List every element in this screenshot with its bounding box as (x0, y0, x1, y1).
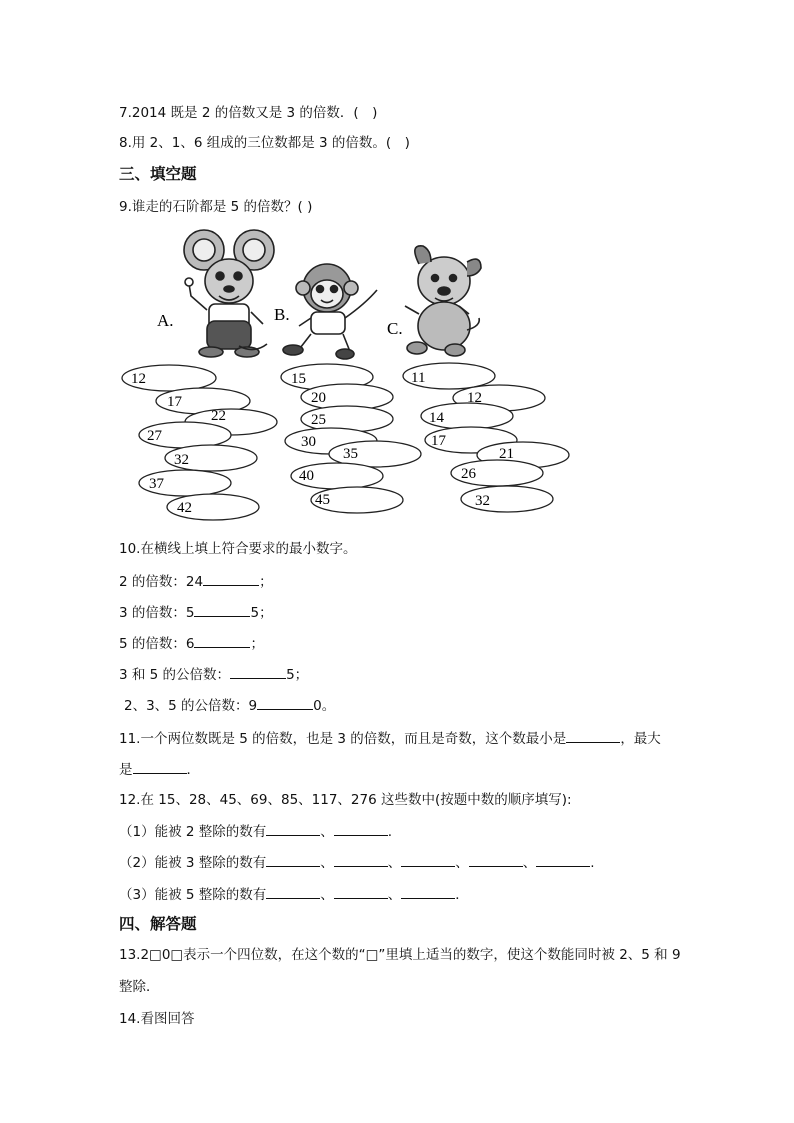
period: ． (455, 887, 469, 903)
q10-4-suffix: 5； (286, 667, 309, 683)
separator: 、 (320, 855, 334, 871)
q11-text: 11.一个两位数既是 5 的倍数，也是 3 的倍数，而且是奇数，这个数最小是 (119, 731, 567, 747)
answer-blank[interactable] (194, 634, 250, 648)
q10-2-prefix: 3 的倍数：5 (119, 605, 195, 621)
question-7: 7.2014 既是 2 的倍数又是 3 的倍数．( ) (119, 105, 378, 121)
stone-c-5: 21 (499, 446, 514, 462)
stone-c-1: 11 (411, 370, 426, 386)
stone-b-5: 35 (343, 446, 358, 462)
stone-b-3: 25 (311, 412, 326, 428)
question-12-part-2 (119, 853, 595, 872)
stone-c-2: 12 (467, 390, 482, 406)
q10-5-prefix: 2、3、5 的公倍数：9 (124, 698, 258, 714)
stepping-stones-figure (119, 226, 581, 526)
separator: 、 (387, 855, 402, 871)
stone-c-4: 17 (431, 433, 446, 449)
answer-blank[interactable] (536, 853, 590, 867)
question-10-item-3 (119, 634, 264, 653)
answer-blank[interactable] (266, 885, 320, 899)
question-10-item-2 (119, 603, 273, 622)
question-9: 9.谁走的石阶都是 5 的倍数？( ) (119, 199, 313, 215)
stone-c-6: 26 (461, 466, 476, 482)
question-11-line-2 (119, 760, 200, 779)
answer-blank[interactable] (334, 822, 388, 836)
q10-3-suffix: ； (250, 636, 264, 652)
separator: 、 (320, 887, 334, 903)
stone-b-1: 15 (291, 371, 306, 387)
stone-b-7: 45 (315, 492, 330, 508)
q10-3-prefix: 5 的倍数：6 (119, 636, 195, 652)
question-10: 10.在横线上填上符合要求的最小数字。 (119, 541, 357, 557)
q10-1-prefix: 2 的倍数：24 (119, 574, 204, 590)
q10-5-suffix: 0。 (313, 698, 336, 714)
separator: 、 (522, 855, 537, 871)
separator: 、 (320, 824, 334, 840)
question-8: 8.用 2、1、6 组成的三位数都是 3 的倍数。( ) (119, 135, 410, 151)
question-12-part-1 (119, 822, 392, 841)
question-10-item-4 (119, 665, 308, 684)
answer-blank[interactable] (257, 696, 313, 710)
stone-a-3: 22 (211, 408, 226, 424)
choice-label-b: B. (274, 305, 290, 324)
stone-b-2: 20 (311, 390, 326, 406)
q10-4-prefix: 3 和 5 的公倍数： (119, 667, 231, 683)
question-10-item-5 (124, 696, 335, 715)
question-10-item-1 (119, 572, 273, 591)
q12-2-text: （2）能被 3 整除的数有 (119, 855, 267, 871)
answer-blank[interactable] (401, 885, 455, 899)
stone-a-2: 17 (167, 394, 182, 410)
answer-blank[interactable] (266, 822, 320, 836)
separator: 、 (455, 855, 469, 871)
stone-a-1: 12 (131, 371, 146, 387)
q10-2-suffix: 5； (250, 605, 273, 621)
choice-label-c: C. (387, 319, 403, 338)
question-13-line-1: 13.2□0□表示一个四位数，在这个数的“□”里填上适当的数字，使这个数能同时被 2、5 和 9 (119, 947, 681, 963)
stone-c-3: 14 (429, 410, 444, 426)
stone-c-7: 32 (475, 493, 490, 509)
answer-blank[interactable] (194, 603, 250, 617)
answer-blank[interactable] (266, 853, 320, 867)
question-11-line-1 (119, 729, 661, 748)
question-12-part-3 (119, 885, 469, 904)
period: . (387, 824, 393, 840)
question-13-line-2: 整除． (119, 979, 160, 995)
period: . (590, 855, 595, 871)
stone-a-7: 42 (177, 500, 192, 516)
question-12: 12.在 15、28、45、69、85、117、276 这些数中(按题中数的顺序填写): (119, 792, 572, 808)
stone-a-5: 32 (174, 452, 189, 468)
q12-1-text: （1）能被 2 整除的数有 (119, 824, 267, 840)
stone-a-6: 37 (149, 476, 164, 492)
stone-b-6: 40 (299, 468, 314, 484)
stone-a-4: 27 (147, 428, 162, 444)
answer-blank[interactable] (133, 760, 187, 774)
question-14: 14.看图回答 (119, 1011, 195, 1027)
q10-1-suffix: ； (259, 574, 273, 590)
separator: 、 (387, 887, 402, 903)
answer-blank[interactable] (230, 665, 286, 679)
answer-blank[interactable] (401, 853, 455, 867)
q12-3-text: （3）能被 5 整除的数有 (119, 887, 267, 903)
q11-text-3: 是 (119, 762, 133, 778)
q11-text-4: ． (186, 762, 200, 778)
answer-blank[interactable] (334, 853, 388, 867)
answer-blank[interactable] (334, 885, 388, 899)
answer-blank[interactable] (566, 729, 620, 743)
answer-blank[interactable] (469, 853, 523, 867)
stone-b-4: 30 (301, 434, 316, 450)
section-3-heading: 三、填空题 (119, 165, 197, 183)
answer-blank[interactable] (203, 572, 259, 586)
q11-text-2: ，最大 (620, 731, 661, 747)
choice-label-a: A. (157, 311, 174, 330)
section-4-heading: 四、解答题 (119, 915, 197, 933)
